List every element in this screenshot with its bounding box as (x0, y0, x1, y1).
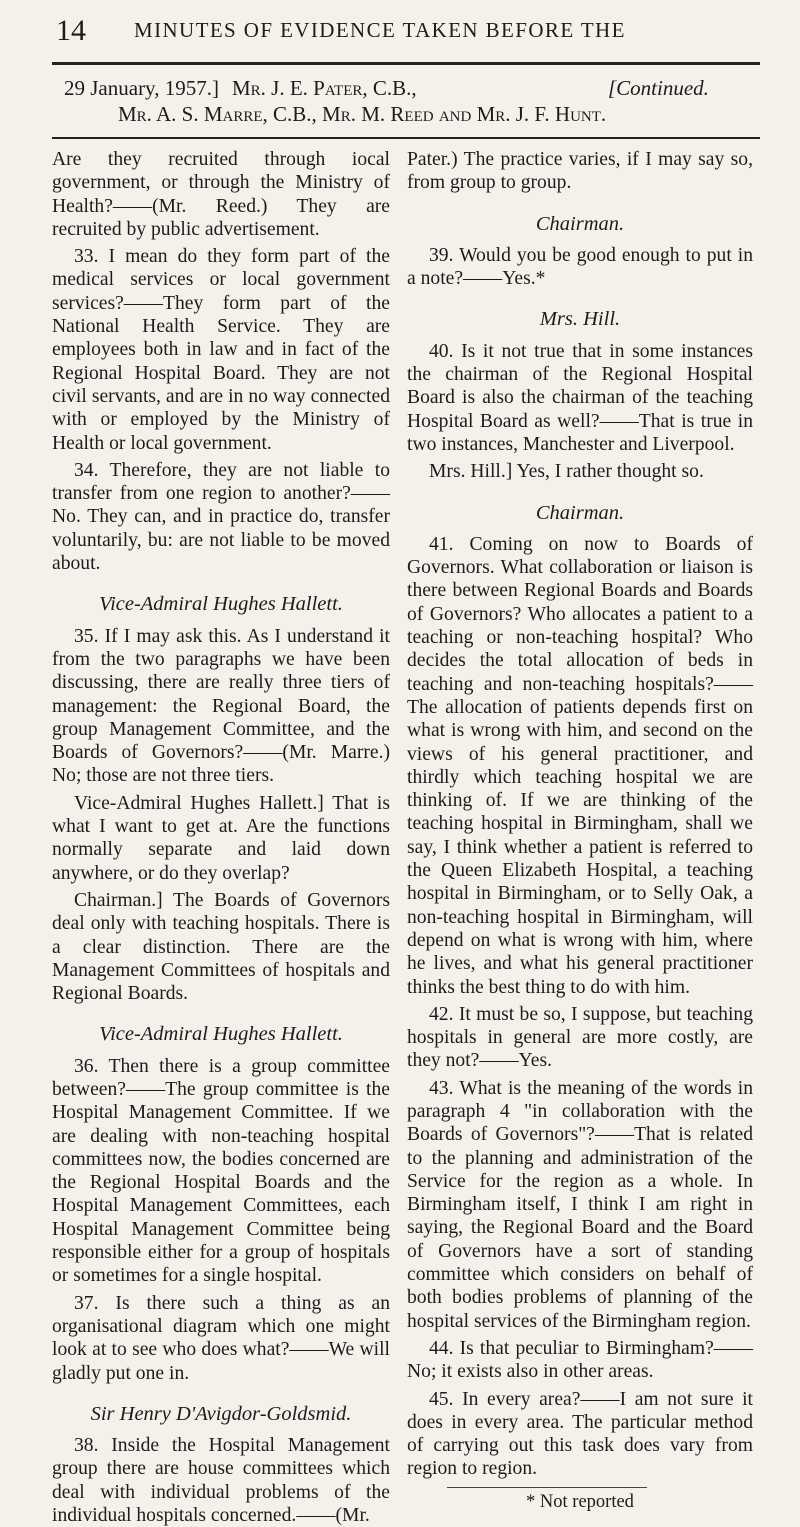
question-37: 37. Is there such a thing as an organisational diagram which one might look at to see who does what?——We will gladly put one in. (52, 1292, 390, 1384)
paragraph: Mrs. Hill.] Yes, I rather thought so. (429, 461, 704, 483)
speaker-heading: Vice-Admiral Hughes Hallett. (99, 593, 343, 616)
question-40: 40. Is it not true that in some instances the chairman of the Regional Hospital Board is also the chairman of the teaching Hospital Board as well?——That is true in two instances, Manchester and Liverpool. (407, 340, 753, 455)
paragraph: Are they recruited through iocal government, or through the Ministry of Health?——(Mr. Reed.) They are recruited by public advertisement. (52, 149, 390, 240)
question-36: 36. Then there is a group committee between?——The group committee is the Hospital Management Committee. If we are dealing with non-teaching hospital committees now, the bodies concerned are the Regional Hospital Boards and the Hospital Management Committees, each Hospital Management Committee being responsible either for a group of hospitals or sometimes for a single hospital. (52, 1055, 390, 1287)
session-date: 29 January, 1957.] (64, 76, 219, 100)
left-column (52, 148, 390, 1527)
question-38: 38. Inside the Hospital Management group there are house committees which deal with individual problems of the individual hospitals concerned.——(Mr. (52, 1435, 390, 1527)
right-column (407, 148, 753, 1514)
page-number: 14 (56, 14, 86, 47)
question-35: 35. If I may ask this. As I understand it from the two paragraphs we have been discussing, there are really three tiers of management: the Regional Board, the group Management Committee, and the Boards of Governors?——(Mr. Marre.) No; those are not three tiers. (52, 625, 390, 787)
speaker-heading: Mrs. Hill. (539, 308, 621, 331)
speaker-heading: Sir Henry D'Avigdor-Goldsmid. (90, 1402, 352, 1425)
question-43: 43. What is the meaning of the words in paragraph 4 "in collaboration with the Boards of Governors"?——That is related to the planning and administration of the Service for the region as a whole. In Birmingham itself, I think I am right in saying, the Regional Board and the Board of Governors have a sort of standing committee which considers on behalf of both bodies problems of planning of the hospital services of the Birmingham region. (407, 1077, 753, 1332)
question-34: 34. Therefore, they are not liable to transfer from one region to another?——No. They can, and in practice do, transfer voluntarily, bu: are not liable to be moved about. (52, 459, 390, 575)
header-rule (52, 62, 760, 65)
paragraph: Vice-Admiral Hughes Hallett.] That is what I want to get at. Are the functions normally separate and laid down anywhere, or do they overlap? (52, 792, 390, 884)
speaker-heading: Vice-Admiral Hughes Hallett. (99, 1023, 343, 1046)
paragraph: Pater.) The practice varies, if I may say so, from group to group. (407, 149, 753, 194)
question-33: 33. I mean do they form part of the medical services or local government services?——They form part of the National Health Service. They are employees both in law and in fact of the Regional Hospital Board. They are not civil servants, and are in no way connected with or employed by the Ministry of Health or local government. (52, 246, 390, 454)
question-42: 42. It must be so, I suppose, but teaching hospitals in general are more costly, are they not?——Yes. (407, 1003, 753, 1072)
speaker-heading: Chairman. (535, 501, 625, 524)
question-44: 44. Is that peculiar to Birmingham?——No; it exists also in other areas. (407, 1337, 753, 1383)
witnesses-line-1: Mr. J. E. Pater, C.B., (232, 76, 417, 100)
header-rule-bottom (52, 137, 760, 139)
running-title: MINUTES OF EVIDENCE TAKEN BEFORE THE (134, 18, 626, 42)
question-39: 39. Would you be good enough to put in a note?——Yes.* (407, 244, 753, 290)
footnote-rule (447, 1487, 647, 1488)
question-45: 45. In every area?——I am not sure it does in every area. The particular method of carrying out this task does vary from region to region. (407, 1388, 753, 1480)
footnote: * Not reported (526, 1491, 634, 1512)
witnesses-line-2: Mr. A. S. Marre, C.B., Mr. M. Reed and Mr. J. F. Hunt. (118, 102, 607, 126)
question-41: 41. Coming on now to Boards of Governors. What collaboration or liaison is there between Regional Boards and Boards of Governors? Who allocates a patient to a teaching or non-teaching hospital? Who decides the total allocation of beds in teaching and non-teaching hospitals?——The allocation of patients depends first on what is wrong with him, and second on the views of his general practitioner, and thirdly which teaching hospital we are thinking of. If we are thinking of the teaching hospital in Birmingham, shall we say, I think whether a patient is referred to the Queen Elizabeth Hospital, a teaching hospital in Birmingham, or to Selly Oak, a non-teaching hospital in Birmingham, will depend on what is wrong with him, where he lives, and what his general practitioner thinks the best thing to do with him. (407, 533, 753, 998)
paragraph: Chairman.] The Boards of Governors deal only with teaching hospitals. There is a clear distinction. There are the Management Committees of hospitals and Regional Boards. (52, 889, 390, 1005)
continued-label: [Continued. (608, 76, 709, 100)
speaker-heading: Chairman. (535, 212, 625, 235)
